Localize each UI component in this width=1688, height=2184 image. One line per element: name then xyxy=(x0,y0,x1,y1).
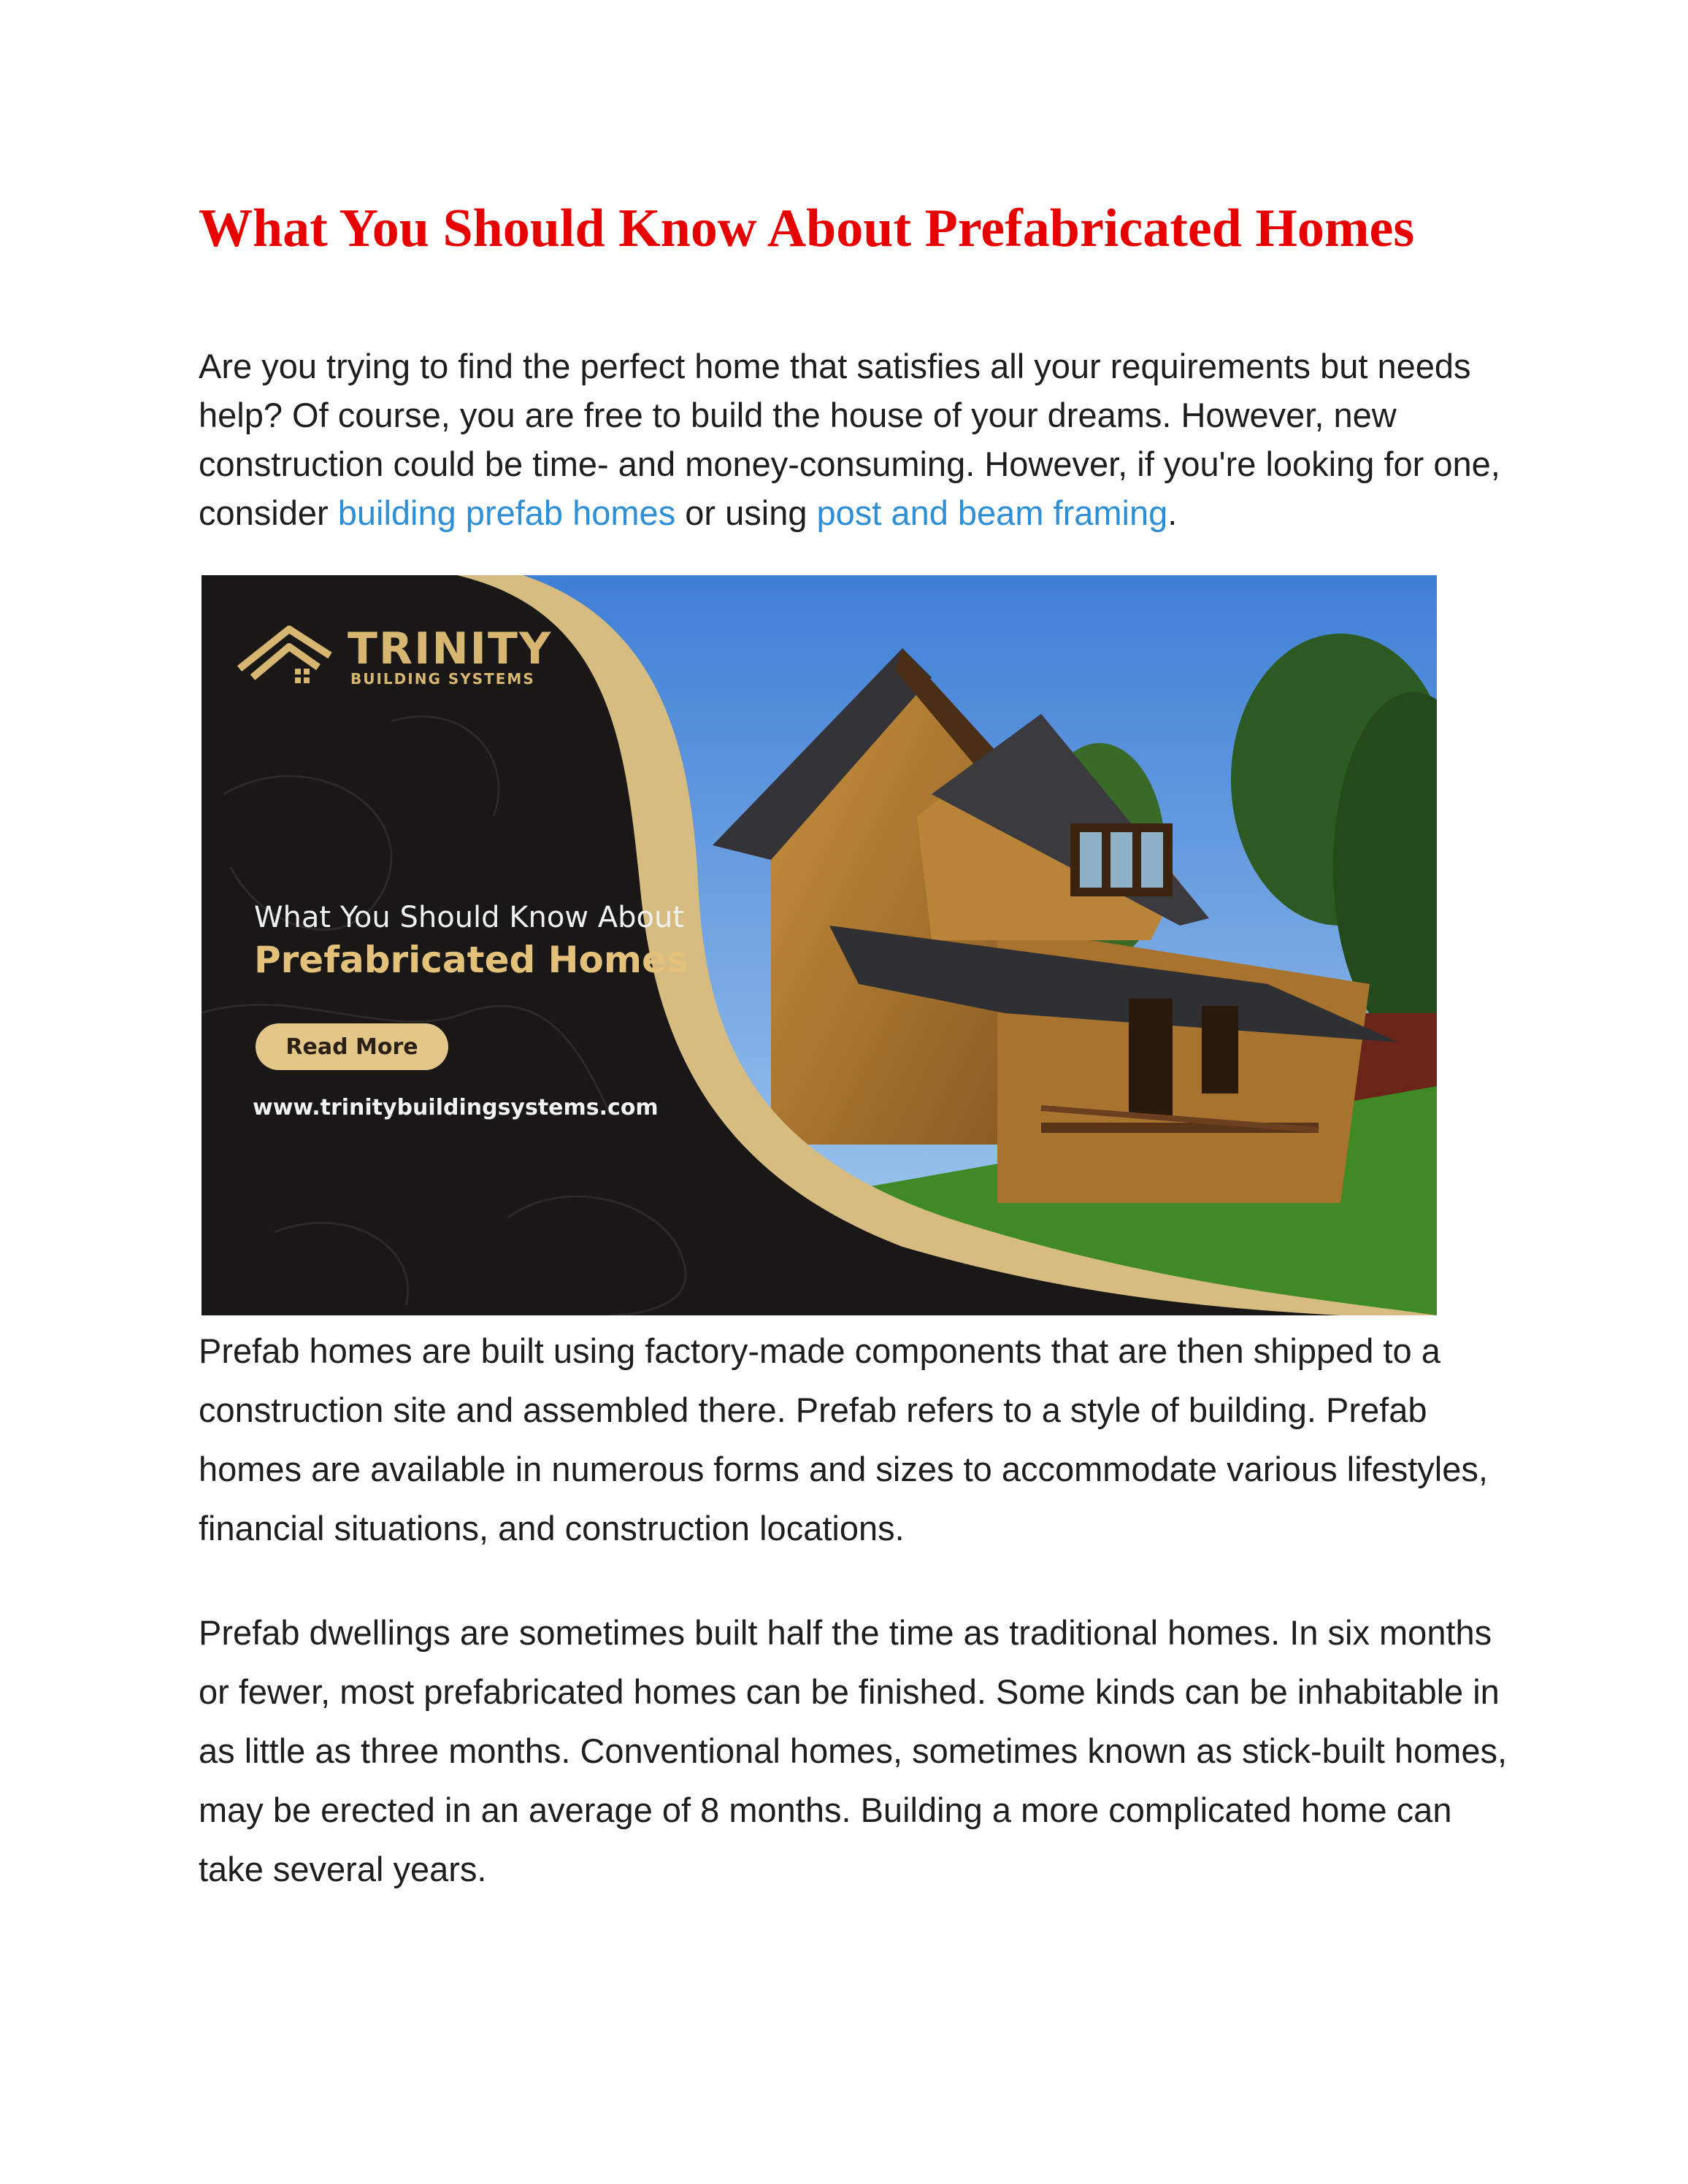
document-title: What You Should Know About Prefabricated Homes xyxy=(199,199,1415,258)
intro-text-end: . xyxy=(1167,493,1178,532)
link-building-prefab-homes[interactable]: building prefab homes xyxy=(337,493,676,532)
banner-headline-line1: What You Should Know About xyxy=(254,901,685,934)
intro-text-start: Are you trying to find the perfect home that satisfies all your requirements but needs help? Of course, you are free to build the house of your dreams. However, new construction could be time- and money-consuming. However, if you're looking for one, consider xyxy=(199,347,1500,532)
paragraph-build-time: Prefab dwellings are sometimes built half the time as traditional homes. In six months or fewer, most prefabricated homes can be finished. Some kinds can be inhabitable in as little as three months. Conventional homes, sometimes known as stick-built homes, may be erected in an average of 8 months. Building a more complicated home can take several years. xyxy=(199,1613,1508,1888)
banner-brand-logo-text: TRINITY xyxy=(348,623,553,674)
banner-website-url: www.trinitybuildingsystems.com xyxy=(253,1095,659,1120)
banner-read-more-button: Read More xyxy=(256,1023,448,1070)
intro-text-middle: or using xyxy=(675,493,817,532)
link-post-and-beam-framing[interactable]: post and beam framing xyxy=(816,493,1168,532)
paragraph-prefab-definition: Prefab homes are built using factory-made components that are then shipped to a construction site and assembled there. Prefab refers to a style of building. Prefab homes are available in numerous forms and sizes to accommodate various lifestyles, financial situations, and construction locations. xyxy=(199,1331,1488,1547)
banner-headline-line2: Prefabricated Homes xyxy=(254,939,688,981)
intro-paragraph xyxy=(199,342,1513,537)
banner-brand-subtitle: BUILDING SYSTEMS xyxy=(350,670,535,688)
banner-image xyxy=(202,575,1437,1315)
